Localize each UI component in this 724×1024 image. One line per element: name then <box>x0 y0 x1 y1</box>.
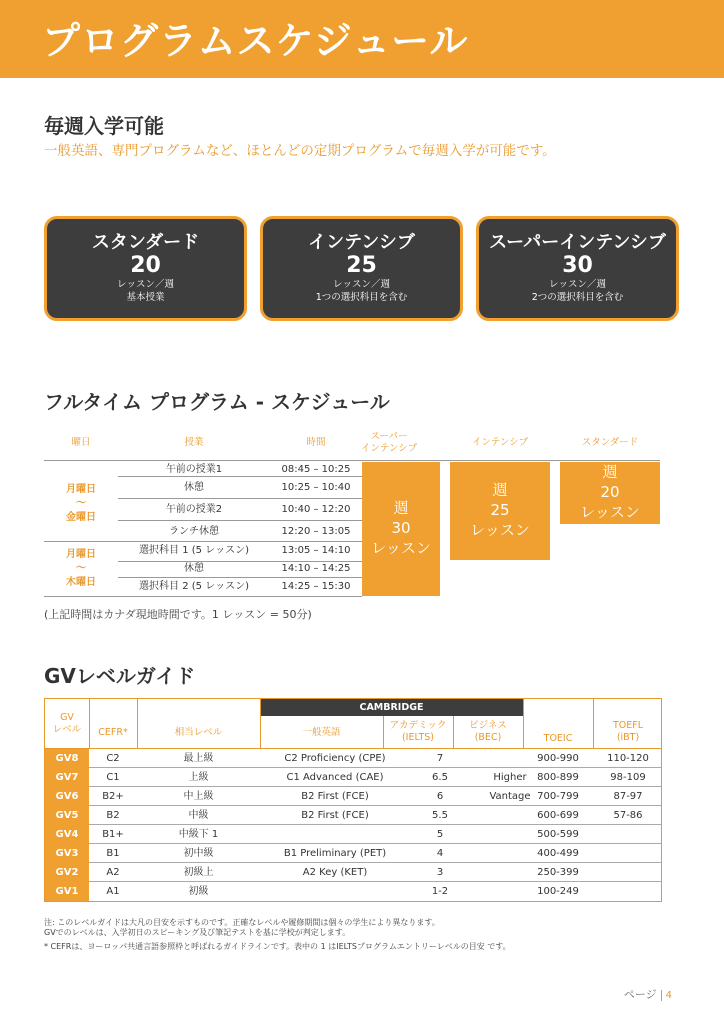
general-english: B2 First (FCE) <box>301 810 369 821</box>
program-lessons: 25 <box>346 253 377 278</box>
schedule-bottom-rule <box>44 596 362 597</box>
level-row-gv8 <box>45 749 661 768</box>
level-guide-title: GVレベルガイド <box>44 664 196 688</box>
ielts-score: 1-2 <box>431 886 449 897</box>
header-divider <box>89 699 90 749</box>
header-divider <box>260 699 261 749</box>
toeic-score: 250-399 <box>537 867 579 878</box>
program-name: スーパーインテンシブ <box>489 232 666 253</box>
cefr-value: C1 <box>106 772 120 783</box>
schedule-class: 選択科目 2 (5 レッスン) <box>139 581 249 592</box>
toeic-score: 500-599 <box>537 829 579 840</box>
ielts-score: 3 <box>436 867 444 878</box>
bar-line: レッスン <box>371 539 431 557</box>
schedule-time: 13:05 – 14:10 <box>281 545 351 556</box>
program-desc: 1つの選択科目を含む <box>315 292 408 303</box>
schedule-header-day: 曜日 <box>71 437 91 448</box>
toeic-score: 800-899 <box>537 772 579 783</box>
equivalent-level: 中級 <box>188 810 209 821</box>
schedule-class: 選択科目 1 (5 レッスン) <box>139 545 249 556</box>
header-divider <box>593 699 594 749</box>
equivalent-level: 最上級 <box>183 753 214 764</box>
page-footer <box>624 986 672 1002</box>
bar-line: 週 <box>492 481 508 499</box>
schedule-time: 10:25 – 10:40 <box>281 482 351 493</box>
program-card-intensive <box>260 216 463 321</box>
schedule-header-standard: スタンダード <box>581 437 639 448</box>
toefl-score: 87-97 <box>613 791 643 802</box>
bec-level: Vantage <box>489 791 531 802</box>
program-lessons: 20 <box>130 253 161 278</box>
ielts-score: 5 <box>436 829 444 840</box>
header-divider <box>383 716 384 749</box>
page-label: ページ <box>623 988 657 1001</box>
schedule-time: 08:45 – 10:25 <box>281 464 351 475</box>
level-table-body <box>45 749 661 901</box>
level-row-gv5 <box>45 806 661 825</box>
intensive-bar <box>450 462 550 560</box>
header-divider <box>137 699 138 749</box>
gv-level: GV7 <box>45 768 89 787</box>
page-number: 4 <box>665 990 672 1001</box>
level-row-gv2 <box>45 863 661 882</box>
bar-line: 20 <box>600 483 620 501</box>
cefr-value: B2+ <box>102 791 124 802</box>
program-desc: 2つの選択科目を含む <box>531 292 624 303</box>
ielts-score: 4 <box>436 848 444 859</box>
general-english <box>260 825 410 844</box>
gv-level: GV5 <box>45 806 89 825</box>
schedule-time: 10:40 – 12:20 <box>281 504 351 515</box>
schedule-header-class: 授業 <box>184 437 204 448</box>
super-intensive-bar <box>362 462 440 596</box>
schedule-group-rule <box>44 541 362 542</box>
general-english: B1 Preliminary (PET) <box>283 848 387 859</box>
header-cefr: CEFR* <box>98 727 128 738</box>
schedule-class: 午前の授業2 <box>165 504 223 515</box>
level-note-1: 注: このレベルガイドは大凡の目安を示すものです。正確なレベルや履修期間は個々の学生により異なります。 <box>44 918 440 927</box>
schedule-class: ランチ休憩 <box>169 526 219 537</box>
header-general-english: 一般英語 <box>302 727 341 738</box>
program-lessons: 30 <box>562 253 593 278</box>
level-row-gv4 <box>45 825 661 844</box>
schedule-row-rule <box>118 577 362 578</box>
schedule-top-rule <box>44 460 660 461</box>
equivalent-level: 初級 <box>188 886 209 897</box>
header-divider <box>453 716 454 749</box>
program-card-super-intensive <box>476 216 679 321</box>
program-card-standard <box>44 216 247 321</box>
schedule-class: 午前の授業1 <box>165 464 223 475</box>
level-table-header <box>45 699 661 749</box>
header-equivalent-level: 相当レベル <box>174 727 223 738</box>
schedule-note: (上記時間はカナダ現地時間です。1 レッスン = 50分) <box>44 608 312 621</box>
general-english <box>260 882 410 901</box>
page-title: プログラムスケジュール <box>42 19 469 63</box>
schedule-row-rule <box>118 520 362 521</box>
equivalent-level: 中上級 <box>183 791 214 802</box>
schedule-row-rule <box>118 476 362 477</box>
schedule-class: 休憩 <box>184 482 204 493</box>
general-english: C2 Proficiency (CPE) <box>284 753 386 764</box>
program-unit: レッスン／週 <box>117 279 174 290</box>
day-group-mon-fri <box>44 483 118 525</box>
cefr-value: C2 <box>106 753 120 764</box>
toefl-score: 98-109 <box>610 772 646 783</box>
cefr-value: A2 <box>106 867 120 878</box>
gv-level: GV8 <box>45 749 89 768</box>
toeic-score: 900-990 <box>537 753 579 764</box>
page-header <box>0 0 724 78</box>
level-row-gv6 <box>45 787 661 806</box>
schedule-time: 12:20 – 13:05 <box>281 526 351 537</box>
cefr-value: B1 <box>106 848 120 859</box>
schedule-row-rule <box>118 498 362 499</box>
schedule-header-super: スーパー インテンシブ <box>360 431 418 454</box>
cambridge-header: CAMBRIDGE <box>260 699 523 716</box>
day-group-tilde: 〜 <box>76 498 86 509</box>
level-row-gv1 <box>45 882 661 901</box>
level-row-gv7 <box>45 768 661 787</box>
cefr-value: A1 <box>106 886 120 897</box>
schedule-class: 休憩 <box>184 563 204 574</box>
ielts-score: 5.5 <box>432 810 448 821</box>
equivalent-level: 上級 <box>188 772 209 783</box>
bar-line: 週 <box>602 463 618 481</box>
header-gv-level: GV レベル <box>52 712 82 735</box>
day-group-start: 月曜日 <box>66 484 96 495</box>
weekly-enrollment-title: 毎週入学可能 <box>44 114 164 138</box>
day-group-end: 金曜日 <box>66 512 96 523</box>
header-divider <box>523 699 524 749</box>
toefl-score: 110-120 <box>607 753 649 764</box>
bar-line: レッスン <box>470 521 530 539</box>
schedule-title: フルタイム プログラム - スケジュール <box>44 390 390 414</box>
ielts-score: 7 <box>436 753 444 764</box>
gv-level: GV1 <box>45 882 89 901</box>
gv-level: GV4 <box>45 825 89 844</box>
equivalent-level: 中級下 1 <box>178 829 219 840</box>
toeic-score: 700-799 <box>537 791 579 802</box>
program-desc: 基本授業 <box>126 292 165 303</box>
header-ielts: アカデミック (IELTS) <box>389 720 447 743</box>
program-unit: レッスン／週 <box>549 279 606 290</box>
level-guide-table <box>44 698 662 902</box>
ielts-score: 6 <box>436 791 444 802</box>
toeic-score: 100-249 <box>537 886 579 897</box>
schedule-time: 14:25 – 15:30 <box>281 581 351 592</box>
day-group-mon-thu <box>44 548 118 590</box>
gv-level: GV6 <box>45 787 89 806</box>
weekly-enrollment-subtitle: 一般英語、専門プログラムなど、ほとんどの定期プログラムで毎週入学が可能です。 <box>44 143 556 159</box>
bar-line: レッスン <box>580 503 640 521</box>
standard-bar <box>560 462 660 524</box>
general-english: B2 First (FCE) <box>301 791 369 802</box>
program-name: スタンダード <box>91 232 200 253</box>
equivalent-level: 初中級 <box>183 848 214 859</box>
gv-level: GV3 <box>45 844 89 863</box>
schedule-header-time: 時間 <box>306 437 326 448</box>
bar-line: 30 <box>391 519 411 537</box>
toefl-score <box>593 863 663 882</box>
bar-line: 25 <box>490 501 510 519</box>
general-english: A2 Key (KET) <box>302 867 368 878</box>
toefl-score: 57-86 <box>613 810 643 821</box>
level-note-2: GVでのレベルは、入学初日のスピーキング及び筆記テストを基に学校が判定します。 <box>44 928 351 937</box>
program-name: インテンシブ <box>308 232 415 253</box>
header-toefl: TOEFL (iBT) <box>612 720 644 743</box>
toefl-score <box>593 825 663 844</box>
level-note-3: * CEFRは、ヨーロッパ共通言語参照枠と呼ばれるガイドラインです。表中の 1 はIELTSプログラムエントリーレベルの目安 です。 <box>44 942 511 951</box>
header-toeic: TOEIC <box>543 733 573 744</box>
header-bec: ビジネス (BEC) <box>469 720 507 743</box>
toeic-score: 400-499 <box>537 848 579 859</box>
equivalent-level: 初級上 <box>183 867 214 878</box>
toeic-score: 600-699 <box>537 810 579 821</box>
general-english: C1 Advanced (CAE) <box>286 772 384 783</box>
day-group-tilde: 〜 <box>76 563 86 574</box>
cefr-value: B1+ <box>102 829 124 840</box>
cefr-value: B2 <box>106 810 120 821</box>
toefl-score <box>593 882 663 901</box>
toefl-score <box>593 844 663 863</box>
ielts-score: 6.5 <box>432 772 448 783</box>
day-group-end: 木曜日 <box>66 577 96 588</box>
schedule-header-intensive: インテンシブ <box>471 437 529 448</box>
level-row-gv3 <box>45 844 661 863</box>
program-unit: レッスン／週 <box>333 279 390 290</box>
gv-level: GV2 <box>45 863 89 882</box>
schedule-row-rule <box>118 561 362 562</box>
footer-divider <box>661 990 662 1001</box>
bec-level: Higher <box>493 772 527 783</box>
bar-line: 週 <box>393 499 409 517</box>
day-group-start: 月曜日 <box>66 549 96 560</box>
schedule-time: 14:10 – 14:25 <box>281 563 351 574</box>
